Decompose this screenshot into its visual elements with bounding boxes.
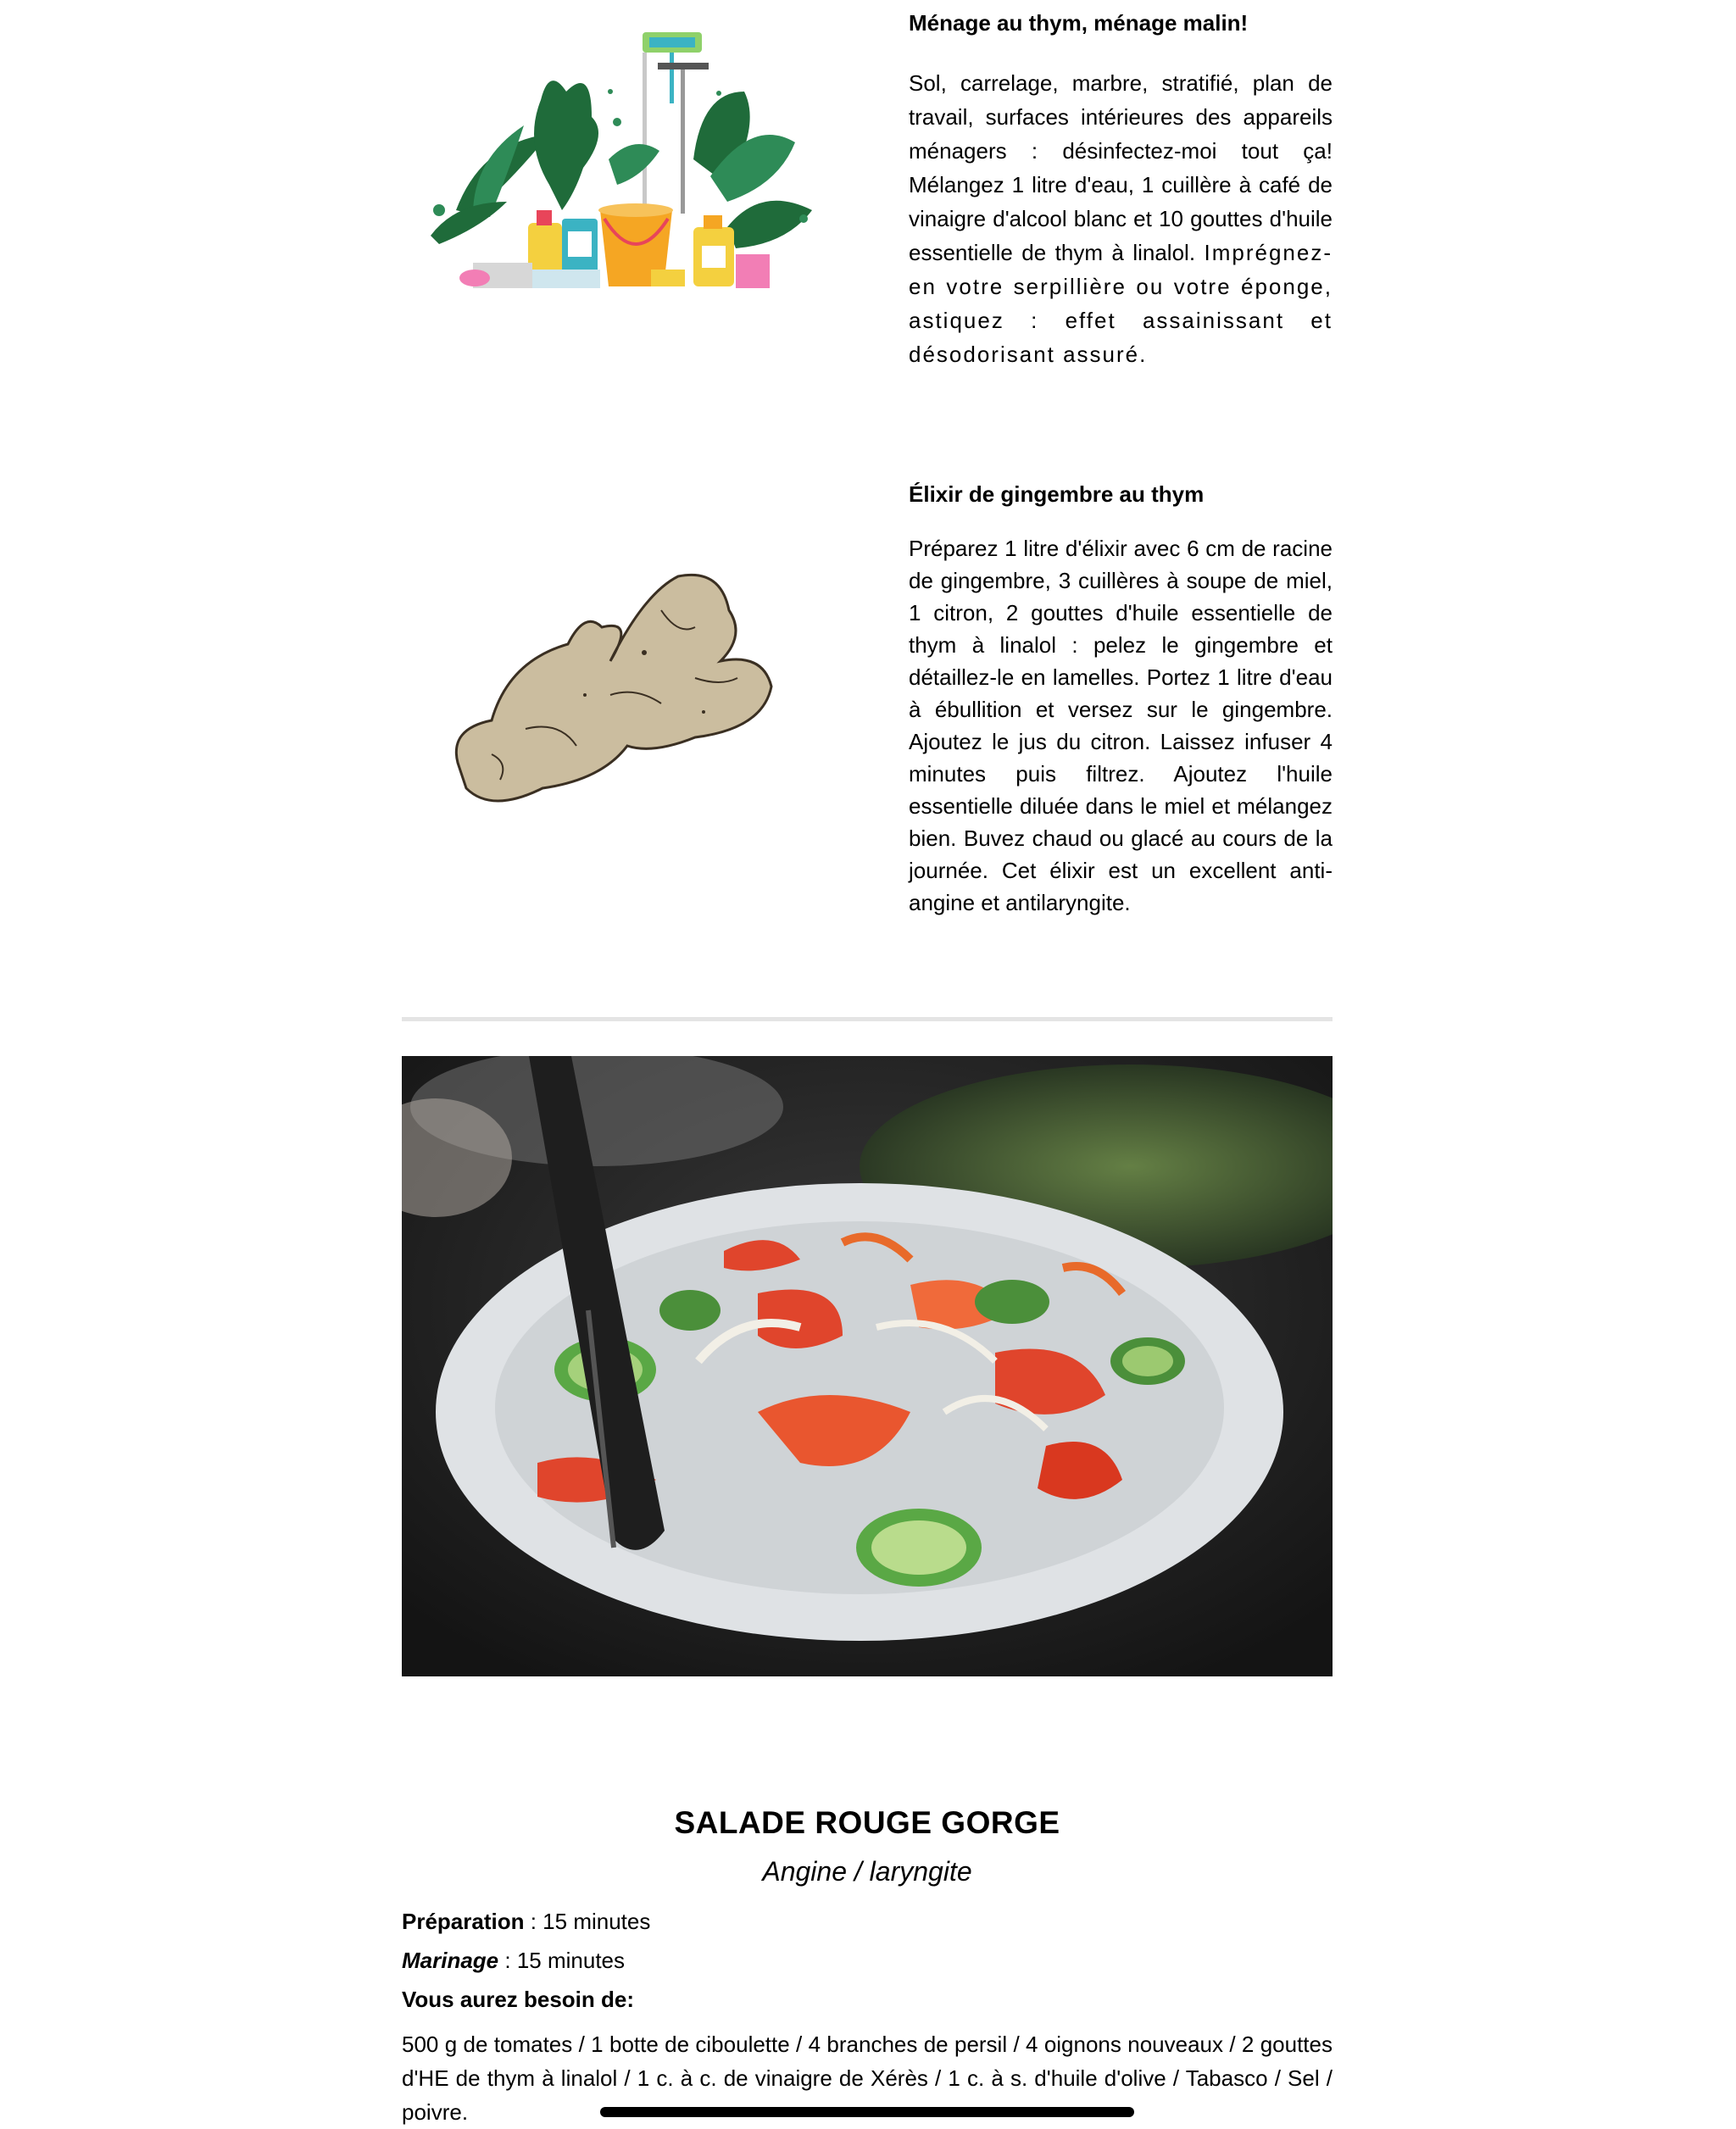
section-divider: [402, 1017, 1333, 1021]
cleaning-section: [909, 8, 1333, 371]
preparation-line: [402, 1907, 650, 1936]
cleaning-body: [909, 66, 1333, 371]
recipe-title: SALADE ROUGE GORGE: [674, 1805, 1060, 1840]
cleaning-body-part2: Imprégnez-en votre serpillière ou votre éponge, astiquez : effet assainissant et désodorisant assuré.: [909, 240, 1333, 367]
ginger-section: [909, 480, 1333, 919]
ginger-root-illustration: [441, 559, 780, 814]
cleaning-heading: Ménage au thym, ménage malin!: [909, 10, 1249, 36]
ingredients-list: 500 g de tomates / 1 botte de ciboulette / 4 branches de persil / 4 oignons nouveaux / 2 gouttes d'HE de thym à linalol / 1 c. à c. de vinaigre de Xérès / 1 c. à s. d'huile d'olive / Tabasco / Sel / poivre.: [402, 2032, 1333, 2125]
needs-line: [402, 1985, 634, 2014]
recipe-subtitle: Angine / laryngite: [762, 1856, 972, 1887]
ginger-heading: Élixir de gingembre au thym: [909, 481, 1205, 507]
marinage-value: : 15 minutes: [498, 1948, 626, 1973]
preparation-label: Préparation: [402, 1909, 525, 1934]
needs-label: Vous aurez besoin de:: [402, 1987, 635, 2012]
salad-plate-photo: [402, 1056, 1333, 1676]
cleaning-body-part1: Sol, carrelage, marbre, stratifié, plan de travail, surfaces intérieures des appareils ménagers : désinfectez-moi tout ça! Mélangez 1 litre d'eau, 1 cuillère à café de vinaigre d'alcool blanc et 10 gouttes d'huile essentielle de thym à linalol.: [909, 70, 1333, 265]
marinage-label: Marinage: [402, 1948, 499, 1973]
cleaning-supplies-illustration: [422, 15, 812, 295]
ginger-body: Préparez 1 litre d'élixir avec 6 cm de racine de gingembre, 3 cuillères à soupe de miel, 1 citron, 2 gouttes d'huile essentielle de thym à linalol : pelez le gingembre et détaillez-le en lamelles. Portez 1 litre d'eau à ébullition et versez sur le gingembre. Ajoutez le jus du citron. Laissez infuser 4 minutes puis filtrez. Ajoutez l'huile essentielle diluée dans le miel et mélangez bien. Buvez chaud ou glacé au cours de la journée. Cet élixir est un excellent anti-angine et antilaryngite.: [909, 536, 1333, 915]
marinage-line: [402, 1946, 625, 1975]
home-indicator[interactable]: [600, 2107, 1134, 2117]
preparation-value: : 15 minutes: [524, 1909, 651, 1934]
